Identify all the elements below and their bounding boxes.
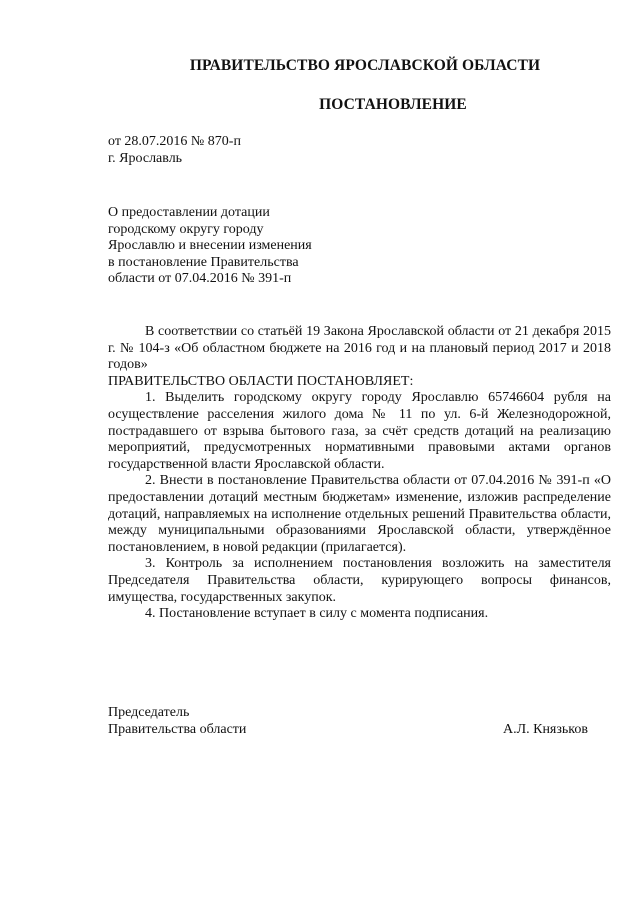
city-line: г. Ярославль xyxy=(108,151,183,166)
decree-statement: ПРАВИТЕЛЬСТВО ОБЛАСТИ ПОСТАНОВЛЯЕТ: xyxy=(108,373,414,389)
preamble-paragraph: В соответствии со статьёй 19 Закона Ярославской области от 21 декабря 2015 г. № 104-з «Об областном бюджете на 2016 год и на плановый период 2017 и 2018 годов» xyxy=(108,324,611,373)
signatory-title-line1: Председатель xyxy=(108,705,190,720)
organization-title: ПРАВИТЕЛЬСТВО ЯРОСЛАВСКОЙ ОБЛАСТИ xyxy=(189,57,541,74)
signatory-title-line2: Правительства области xyxy=(108,722,247,737)
date-number-line: от 28.07.2016 № 870-п xyxy=(108,134,241,149)
signatory-name: А.Л. Князьков xyxy=(503,722,588,737)
document-type-title: ПОСТАНОВЛЕНИЕ xyxy=(319,96,467,113)
item-paragraph-2: 2. Внести в постановление Правительства области от 07.04.2016 № 391-п «О предоставлении дотаций местным бюджетам» изменение, изложив распределение дотаций, направляемых на исполнение отдельных решений Правительства области, между муниципальными образованиями Ярославской области, утверждённое постановлением, в новой редакции (прилагается). xyxy=(108,473,611,555)
item-paragraph-4: 4. Постановление вступает в силу с момента подписания. xyxy=(145,606,489,622)
signature-row xyxy=(108,721,588,738)
signature-block xyxy=(108,704,588,738)
subject-line: Ярославлю и внесении изменения xyxy=(108,238,312,253)
subject-line: О предоставлении дотации xyxy=(108,205,270,220)
item-paragraph-1: 1. Выделить городскому округу городу Ярославлю 65746604 рубля на осуществление расселения жилого дома № 11 по ул. 6-й Железнодорожной, пострадавшего от взрыва бытового газа, за счёт средств дотаций на реализацию мероприятий, предусмотренных нормативными правовыми актами органов государственной власти Ярославской области. xyxy=(108,390,611,472)
document-body xyxy=(108,324,611,623)
subject-line: в постановление Правительства xyxy=(108,254,299,270)
subject-line: городскому округу городу xyxy=(108,221,264,237)
item-paragraph-3: 3. Контроль за исполнением постановления возложить на заместителя Председателя Правительства области, курирующего вопросы финансов, имущества, государственных закупок. xyxy=(108,556,611,605)
subject-line: области от 07.04.2016 № 391-п xyxy=(108,271,292,286)
document-subject xyxy=(108,205,312,288)
